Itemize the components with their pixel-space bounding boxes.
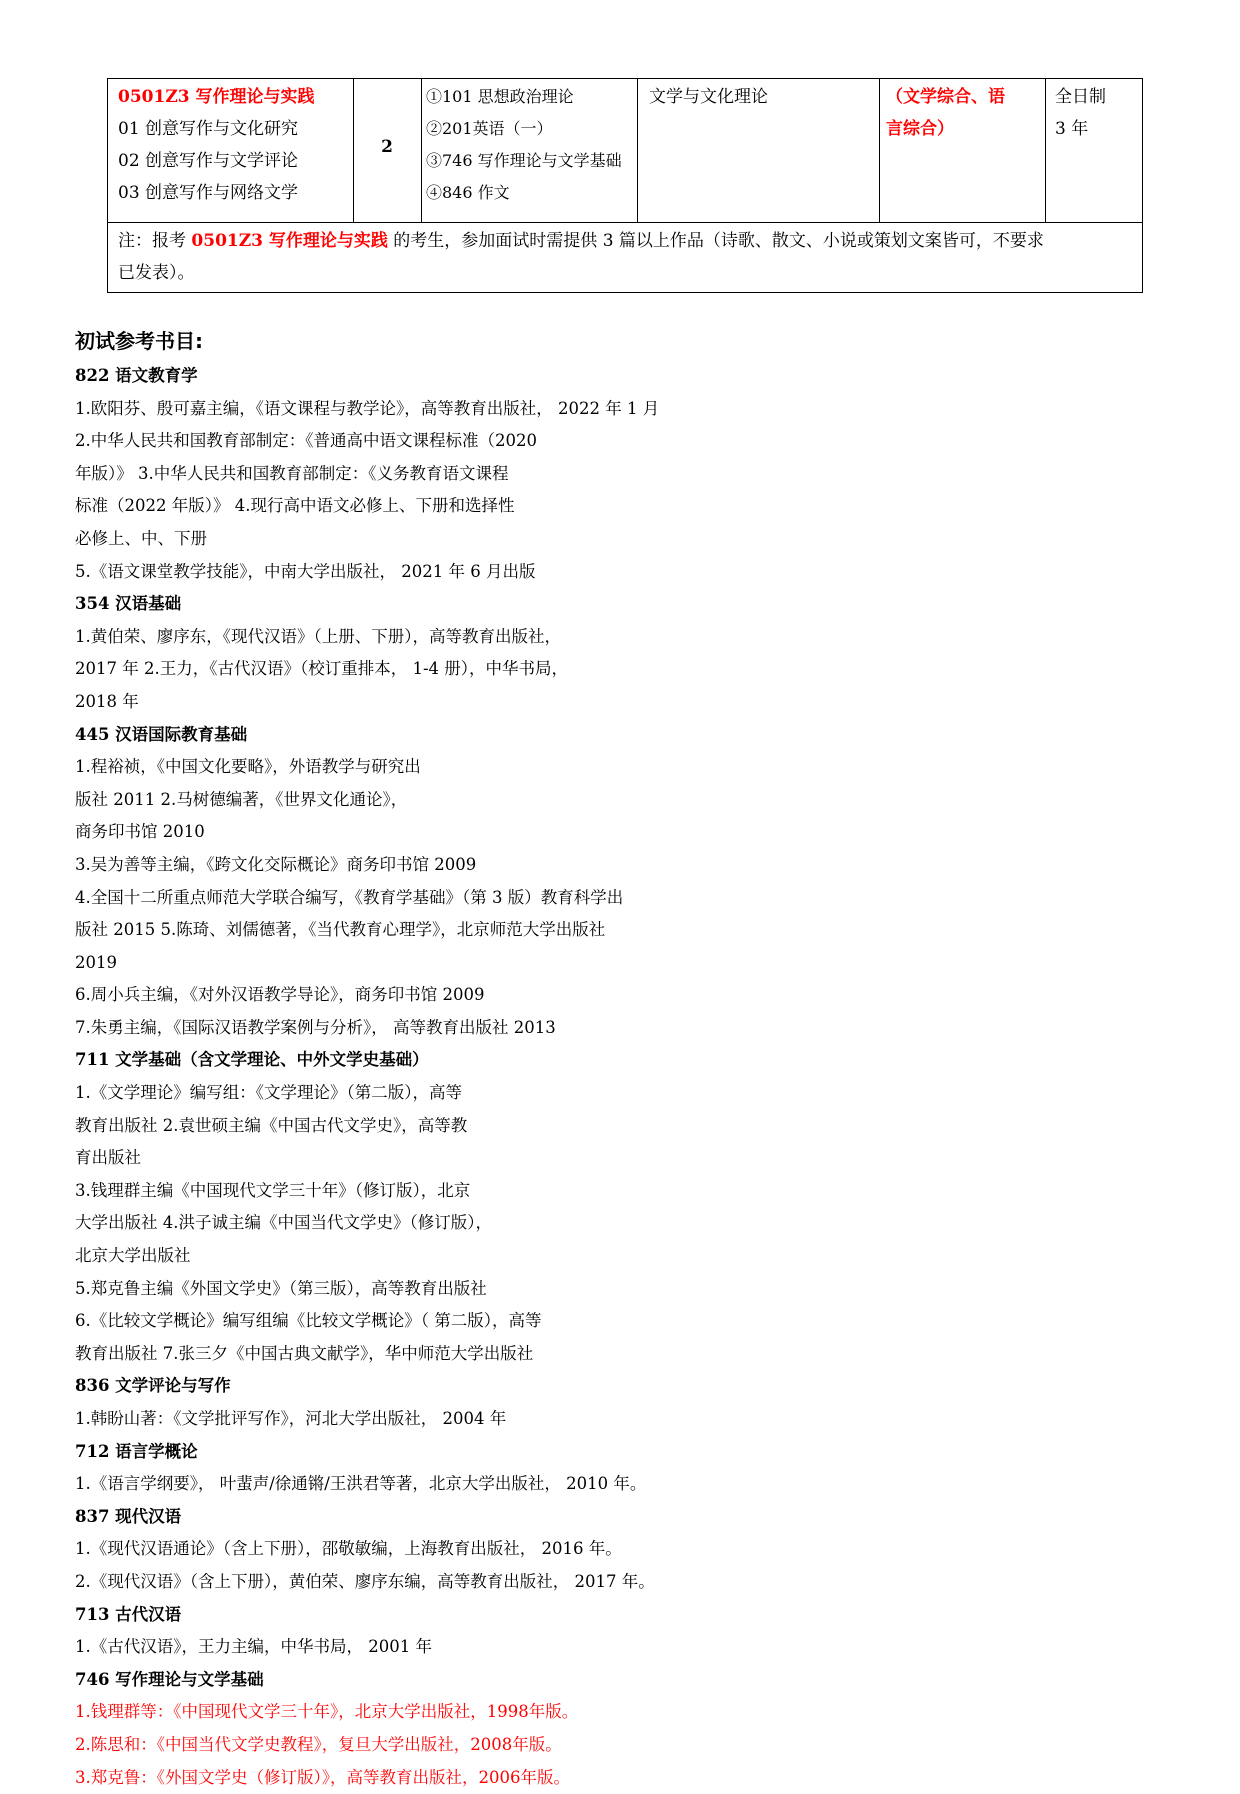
program-title: 0501Z3 写作理论与实践 <box>118 87 315 107</box>
equivalent-exam-line: 言综合） <box>886 119 954 139</box>
book-entry: 1.钱理群等：《中国现代文学三十年》，北京大学出版社，1998年版。 <box>75 1702 579 1722</box>
book-section-title: 713 古代汉语 <box>75 1604 182 1624</box>
study-mode-cell <box>1055 79 1140 145</box>
book-section-title: 822 语文教育学 <box>75 366 198 385</box>
book-entry: 1.《现代汉语通论》（含上下册），邵敬敏编，上海教育出版社， 2016 年。 <box>75 1539 622 1559</box>
note-highlight: 0501Z3 写作理论与实践 <box>191 231 388 251</box>
book-entry: 2019 <box>75 952 117 972</box>
book-entry: 6.周小兵主编，《对外汉语教学导论》，商务印书馆 2009 <box>75 985 485 1005</box>
direction-item: 03 创意写作与网络文学 <box>118 183 299 203</box>
book-entry: 必修上、中、下册 <box>75 528 207 548</box>
book-entry: 年版）》 3.中华人民共和国教育部制定：《义务教育语文课程 <box>75 463 509 483</box>
exam-subject: ②201英语（一） <box>426 119 553 138</box>
book-entry: 2017 年 2.王力，《古代汉语》（校订重排本， 1-4 册），中华书局， <box>75 659 569 679</box>
book-entry: 2018 年 <box>75 691 139 711</box>
book-entry: 3.吴为善等主编，《跨文化交际概论》商务印书馆 2009 <box>75 854 477 874</box>
book-entry: 版社 2011 2.马树德编著，《世界文化通论》， <box>75 789 408 809</box>
book-entry: 2.中华人民共和国教育部制定：《普通高中语文课程标准（2020 <box>75 431 537 451</box>
enrollment-count: 2 <box>381 137 393 157</box>
book-entry: 6.《比较文学概论》编写组编《比较文学概论》（ 第二版），高等 <box>75 1311 542 1331</box>
note-suffix: 的考生，参加面试时需提供 3 篇以上作品（诗歌、散文、小说或策划文案皆可，不要求 <box>387 231 1044 251</box>
book-entry: 3.钱理群主编《中国现代文学三十年》（修订版），北京 <box>75 1180 471 1200</box>
program-cell <box>118 79 348 209</box>
exam-subject: ①101 思想政治理论 <box>426 87 574 106</box>
direction-item: 02 创意写作与文学评论 <box>118 151 299 171</box>
column-divider <box>1045 79 1046 222</box>
book-entry: 1.韩盼山著：《文学批评写作》，河北大学出版社， 2004 年 <box>75 1409 507 1428</box>
retest-subject <box>649 79 874 113</box>
book-entry: 版社 2015 5.陈琦、刘儒德著，《当代教育心理学》，北京师范大学出版社 <box>75 920 606 940</box>
book-section-title: 712 语言学概论 <box>75 1441 198 1461</box>
exam-subject: ④846 作文 <box>426 183 510 202</box>
book-entry: 1.黄伯荣、廖序东，《现代汉语》（上册、下册），高等教育出版社， <box>75 626 561 646</box>
book-entry: 1.《文学理论》编写组：《文学理论》（第二版），高等 <box>75 1083 462 1103</box>
exam-subjects-cell <box>426 79 636 209</box>
study-duration: 3 年 <box>1055 119 1089 139</box>
equivalent-exam-line: （文学综合、语 <box>886 87 1005 107</box>
book-entry: 大学出版社 4.洪子诚主编《中国当代文学史》（修订版）， <box>75 1213 492 1233</box>
book-entry: 商务印书馆 2010 <box>75 822 205 842</box>
retest-subject-text: 文学与文化理论 <box>649 87 768 107</box>
reference-books-heading: 初试参考书目: <box>75 329 203 353</box>
book-entry: 1.程裕祯，《中国文化要略》，外语教学与研究出 <box>75 757 421 777</box>
column-divider <box>421 79 422 222</box>
equivalent-exam-cell <box>886 79 1041 145</box>
book-section-title: 837 现代汉语 <box>75 1506 182 1526</box>
reference-book-list <box>75 360 1175 1794</box>
book-entry: 标准（2022 年版）》 4.现行高中语文必修上、下册和选择性 <box>75 496 515 516</box>
exam-subject: ③746 写作理论与文学基础 <box>426 151 622 170</box>
column-divider <box>879 79 880 222</box>
book-entry: 1.《古代汉语》，王力主编，中华书局， 2001 年 <box>75 1637 432 1657</box>
note-line2: 已发表）。 <box>118 263 195 283</box>
book-section-title: 711 文学基础（含文学理论、中外文学史基础） <box>75 1050 429 1070</box>
book-entry: 5.郑克鲁主编《外国文学史》（第三版），高等教育出版社 <box>75 1278 487 1298</box>
book-entry: 2.《现代汉语》（含上下册），黄伯荣、廖序东编，高等教育出版社， 2017 年。 <box>75 1571 655 1591</box>
book-entry: 1.欧阳芬、殷可嘉主编，《语文课程与教学论》，高等教育出版社， 2022 年 1 月 <box>75 398 660 418</box>
book-section-title: 354 汉语基础 <box>75 594 182 614</box>
reference-books <box>75 322 1175 1794</box>
book-entry: 北京大学出版社 <box>75 1246 191 1266</box>
book-section-title: 836 文学评论与写作 <box>75 1376 231 1396</box>
study-mode: 全日制 <box>1055 87 1106 107</box>
book-entry: 教育出版社 2.袁世硕主编《中国古代文学史》，高等教 <box>75 1115 468 1135</box>
direction-item: 01 创意写作与文化研究 <box>118 119 299 139</box>
book-entry: 4.全国十二所重点师范大学联合编写，《教育学基础》（第 3 版）教育科学出 <box>75 887 624 907</box>
book-entry: 教育出版社 7.张三夕《中国古典文献学》，华中师范大学出版社 <box>75 1343 534 1363</box>
note-prefix: 注：报考 <box>118 231 192 251</box>
book-entry: 2.陈思和：《中国当代文学史教程》，复旦大学出版社，2008年版。 <box>75 1734 562 1754</box>
row-divider <box>108 222 1142 223</box>
book-section-title: 746 写作理论与文学基础 <box>75 1669 264 1689</box>
book-section-title: 445 汉语国际教育基础 <box>75 724 248 744</box>
book-entry: 5.《语文课堂教学技能》，中南大学出版社， 2021 年 6 月出版 <box>75 561 536 581</box>
column-divider <box>637 79 638 222</box>
table-note <box>118 225 1132 289</box>
book-entry: 1.《语言学纲要》， 叶蜚声/徐通锵/王洪君等著，北京大学出版社， 2010 年。 <box>75 1474 647 1494</box>
book-entry: 3.郑克鲁：《外国文学史（修订版）》，高等教育出版社，2006年版。 <box>75 1767 570 1787</box>
book-entry: 7.朱勇主编，《国际汉语教学案例与分析》， 高等教育出版社 2013 <box>75 1017 556 1037</box>
program-table <box>107 78 1143 293</box>
book-entry: 育出版社 <box>75 1148 141 1168</box>
